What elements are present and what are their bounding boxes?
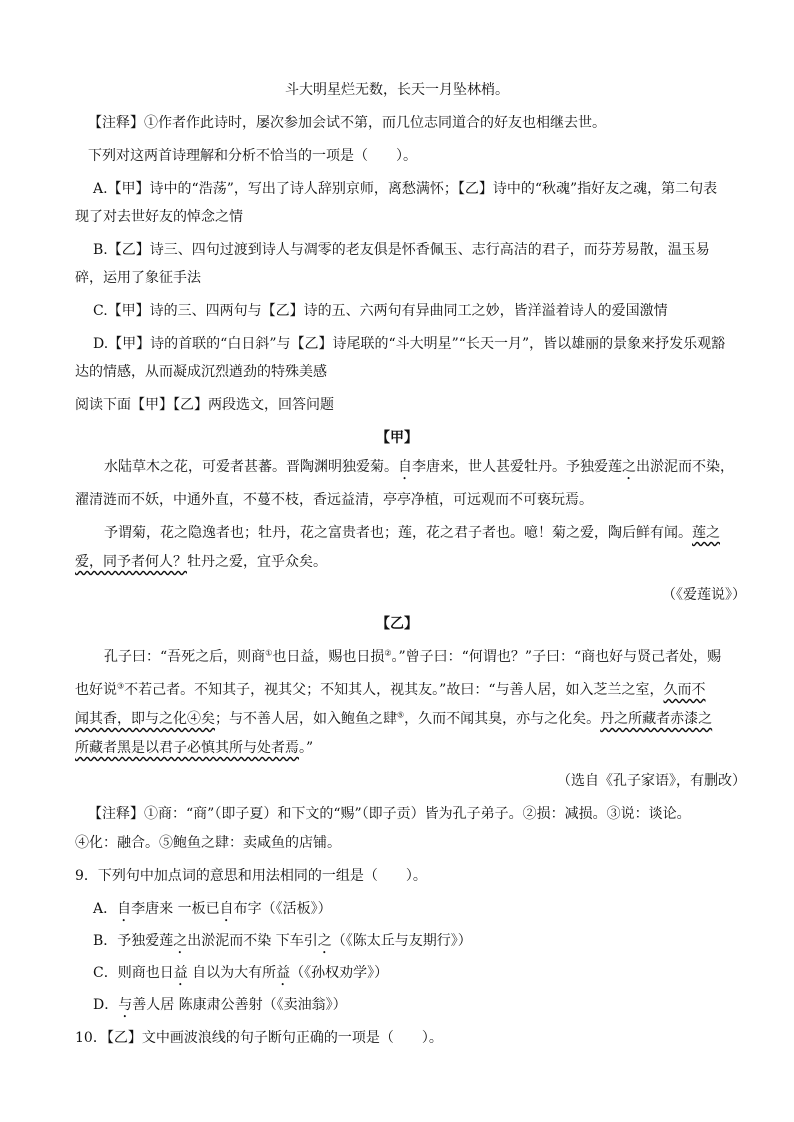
jia-source: （《爱莲说》）	[662, 587, 746, 603]
text-run: 自以为大有所	[187, 965, 277, 981]
yi-line3	[75, 709, 712, 729]
wavy-underlined-text: 所藏者黑是以君子必慎其所与处者焉	[75, 740, 299, 756]
footnote-mark: ①	[265, 648, 273, 658]
text-run: D．	[93, 997, 119, 1013]
text-run: 李唐来 一板已	[131, 901, 220, 917]
reading-intro: 阅读下面【甲】【乙】两段选文，回答问题	[75, 397, 334, 413]
text-run: C．则商也日	[93, 965, 174, 981]
text-run: 水陆草木之花，可爱者甚蕃。晋陶渊明独爱菊。	[104, 459, 398, 475]
dotted-word: 自	[117, 901, 132, 917]
text-run: 也日益，赐也日损	[272, 649, 385, 665]
wavy-underlined-text: 爱，同予者何人？	[75, 554, 187, 570]
dotted-word: 自	[219, 901, 234, 917]
text-run: 予谓菊，花之隐逸者也；牡丹，花之富贵者也；莲，花之君子者也。噫！菊之爱，陶后鲜有闻。	[104, 525, 692, 541]
dotted-word: 自	[398, 459, 412, 475]
jia-heading: 【甲】	[376, 430, 418, 446]
q8-stem: 下列对这两首诗理解和分析不恰当的一项是（ ）。	[88, 148, 417, 164]
q8-option-c: C.【甲】诗的三、四两句与【乙】诗的五、六两句有异曲同工之妙，皆洋溢着诗人的爱国激情	[93, 303, 668, 319]
yi-note-line1: 【注释】①商：“商”（即子夏）和下文的“赐”（即子贡）皆为孔子弟子。②损：减损。③说：谈论。	[88, 806, 691, 822]
q8-option-b-line2: 碎，运用了象征手法	[75, 270, 201, 286]
text-run: ，久而不闻其臭，亦与之化矣。	[404, 711, 601, 727]
q8-option-a-line2: 现了对去世好友的悼念之情	[75, 209, 243, 225]
q9-option-b	[93, 931, 472, 957]
text-run: （《陈太丘与友期行》）	[331, 933, 472, 949]
q10-stem: 10．【乙】文中画波浪线的句子断句正确的一项是（ ）。	[75, 1030, 443, 1046]
q9-option-d	[93, 995, 347, 1021]
text-run: B．予独爱莲	[93, 933, 174, 949]
jia-para1-line1	[104, 457, 734, 483]
wavy-underlined-text: 丹之所藏者赤漆之	[600, 711, 713, 727]
dotted-word: 之	[173, 933, 188, 949]
q8-option-d-line2: 达的情感，从而凝成沉烈遒劲的特殊美感	[75, 364, 327, 380]
wavy-underlined-text: 久而不	[663, 682, 706, 698]
text-run: 布字（《活板》）	[233, 901, 332, 917]
q8-option-a-line1: A.【甲】诗中的“浩荡”，写出了诗人辞别京师，离愁满怀；【乙】诗中的“秋魂”指好友之魂，第二句表	[93, 181, 718, 197]
poem-note: 【注释】①作者作此诗时，屡次参加会试不第，而几位志同道合的好友也相继去世。	[88, 115, 606, 131]
text-run: 。”曾子曰：“何谓也？”子曰：“商也好与贤己者处，赐	[391, 649, 722, 665]
q8-option-d-line1: D.【甲】诗的首联的“白日斜”与【乙】诗尾联的“斗大明星”“长天一月”，皆以雄丽的景象来抒发乐观豁	[93, 336, 726, 352]
text-run: 也好说	[75, 682, 117, 698]
q9-option-a	[93, 899, 332, 925]
wavy-underlined-text: 莲之	[692, 525, 720, 541]
q8-option-b-line1: B.【乙】诗三、四句过渡到诗人与凋零的老友俱是怀香佩玉、志行高洁的君子，而芬芳易散，温玉易	[93, 242, 710, 258]
text-run: 不若己者。不知其子，视其父；不知其人，视其友。”故曰：“与善人居，如入芝兰之室，	[124, 682, 664, 698]
text-run: 牡丹之爱，宜乎众矣。	[187, 554, 327, 570]
yi-line1	[104, 647, 721, 667]
yi-source: （选自《孔子家语》，有删改）	[557, 773, 746, 789]
yi-note-line2: ④化：融合。⑤鲍鱼之肆：卖咸鱼的店铺。	[75, 835, 341, 851]
q9-stem: 9．下列句中加点词的意思和用法相同的一组是（ ）。	[75, 868, 427, 884]
footnote-mark: ⑤	[397, 710, 405, 720]
dotted-word: 之	[622, 459, 636, 475]
text-run: A．	[93, 901, 118, 917]
yi-heading: 【乙】	[376, 616, 418, 632]
jia-para2-line2	[75, 552, 327, 572]
footnote-mark: ③	[117, 681, 125, 691]
dotted-word: 与	[118, 997, 133, 1013]
dotted-word: 益	[173, 965, 188, 981]
jia-para1-line2: 濯清涟而不妖，中通外直，不蔓不枝，香远益清，亭亭净植，可远观而不可亵玩焉。	[75, 492, 593, 508]
wavy-underlined-text: 闻其香，即与之化④矣	[75, 711, 215, 727]
jia-para2-line1	[104, 523, 720, 543]
yi-line4	[75, 738, 313, 758]
text-run: 善人居 陈康肃公善射（《卖油翁》）	[132, 997, 347, 1013]
dotted-word: 益	[276, 965, 291, 981]
text-run: 李唐来，世人甚爱牡丹。予独爱莲	[412, 459, 622, 475]
text-run: 孔子曰：“吾死之后，则商	[104, 649, 266, 665]
footnote-mark: ②	[384, 648, 392, 658]
text-run: 。”	[299, 740, 314, 756]
q9-option-c	[93, 963, 388, 989]
poem-last-line: 斗大明星烂无数，长天一月坠林梢。	[285, 82, 509, 98]
dotted-word: 之	[317, 933, 332, 949]
text-run: 出淤泥而不染，	[636, 459, 734, 475]
text-run: ；与不善人居，如入鲍鱼之肆	[215, 711, 397, 727]
text-run: 出淤泥而不染 下车引	[187, 933, 318, 949]
text-run: （《孙权劝学》）	[290, 965, 389, 981]
yi-line2	[75, 680, 705, 700]
